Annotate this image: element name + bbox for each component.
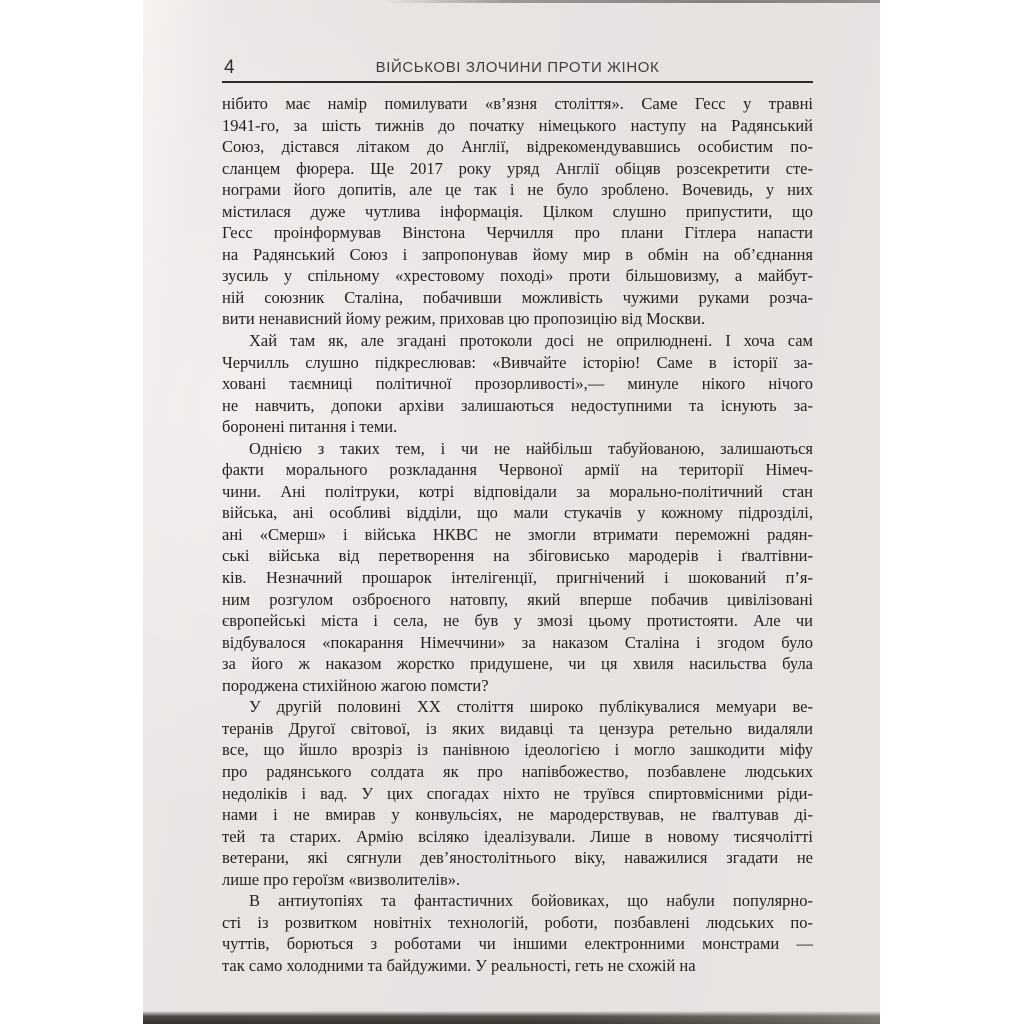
text-line: зусиль у спільному «хрестовому поході» проти більшовизму, а майбут- [222, 266, 813, 286]
text-line: У другій половині XX століття широко публікувалися мемуари ве- [249, 697, 813, 717]
paragraph [222, 94, 813, 331]
text-line: сланцем фюрера. Ще 2017 року уряд Англії обіцяв розсекретити сте- [222, 158, 813, 178]
page-number: 4 [224, 57, 235, 78]
text-line: Хай там як, але згадані протоколи досі не оприлюднені. І хоча сам [249, 331, 813, 351]
text-line: ній союзник Сталіна, побачивши можливість чужими руками розча- [222, 287, 813, 307]
paragraph [222, 891, 813, 977]
text-line: чуттів, борються з роботами чи іншими електронними монстрами — [222, 934, 813, 954]
running-header [222, 52, 813, 83]
text-line: боронені питання і теми. [222, 417, 398, 437]
text-line: вити ненависний йому режим, приховав цю пропозицію від Москви. [222, 309, 706, 329]
text-line: все, що йшло врозріз із панівною ідеологією і могло зашкодити міфу [222, 740, 813, 760]
text-line: ків. Незначний прошарок інтелігенції, пригнічений і шокований п’я- [222, 568, 813, 588]
text-line: нами і не вмирав у конвульсіях, не мародерствував, не ґвалтував ді- [222, 805, 813, 825]
text-line: Гесс проінформував Вінстона Черчилля про плани Гітлера напасти [222, 223, 813, 243]
text-line: європейські міста і села, не був у змозі цьому протистояти. Але чи [222, 611, 813, 631]
paragraph [222, 331, 813, 439]
text-line: лише про героїзм «визволителів». [222, 869, 461, 889]
text-line: ські війська від перетворення на збіговисько мародерів і ґвалтівни- [222, 546, 813, 566]
page-content [222, 0, 813, 977]
text-line: містилася дуже чутлива інформація. Цілком слушно припустити, що [222, 201, 813, 221]
text-line: нібито має намір помилувати «в’язня століття». Саме Гесс у травні [222, 94, 813, 113]
text-line: на Радянський Союз і запропонував йому мир в обмін на об’єднання [222, 244, 813, 264]
text-line: війська, ані особливі відділи, що мали стукачів у кожному підрозділі, [222, 503, 813, 523]
text-line: ним розгулом озброєного натовпу, який вперше побачив цивілізовані [222, 589, 813, 609]
text-line: про радянського солдата як про напівбожество, позбавлене людських [222, 761, 813, 781]
text-line: Союз, дістався літаком до Англії, відрекомендувавшись особистим по- [222, 137, 813, 157]
text-line: Черчилль слушно підкреслював: «Вивчайте історію! Саме в історії за- [222, 352, 813, 372]
text-line: відбувалося «покарання Німеччини» за наказом Сталіна і згодом було [222, 632, 813, 652]
text-line: сті із розвитком новітніх технологій, роботи, позбавлені людських по- [222, 912, 813, 932]
book-page-photo [143, 0, 880, 1024]
text-line: тей та старих. Армію всіляко ідеалізували. Лише в новому тисячолітті [222, 826, 813, 846]
text-line: ховані таємниці політичної прозорливості»,— минуле нікого нічого [222, 374, 813, 394]
text-line: теранів Другої світової, із яких видавці та цензура ретельно видаляли [222, 718, 813, 738]
paragraph [222, 439, 813, 698]
text-line: Однією з таких тем, і чи не найбільш табуйованою, залишаються [249, 438, 813, 458]
text-line: недоліків і вад. У цих спогадах ніхто не труївся спиртовмісними ріди- [222, 783, 813, 803]
text-line: ветерани, які сягнули дев’яностолітнього віку, наважилися згадати не [222, 848, 813, 868]
paragraph [222, 697, 813, 891]
text-line: за його ж наказом жорстко придушене, чи ця хвиля насильства була [222, 654, 813, 674]
text-line: факти морального розкладання Червоної армії на території Німеч- [222, 460, 813, 480]
photo-bottom-edge [143, 1011, 880, 1024]
text-line: В антиутопіях та фантастичних бойовиках, що набули популярно- [249, 891, 813, 911]
running-title: ВІЙСЬКОВІ ЗЛОЧИНИ ПРОТИ ЖІНОК [375, 59, 660, 76]
body-text [222, 94, 813, 977]
text-line: нограми його допитів, але це так і не було зроблено. Вочевидь, у них [222, 180, 813, 200]
text-line: так само холодними та байдужими. У реальності, геть не схожій на [222, 955, 696, 975]
text-line: чини. Ані політруки, котрі відповідали за морально-політичний стан [222, 481, 813, 501]
text-line: породжена стихійною жагою помсти? [222, 675, 489, 695]
text-line: не навчить, допоки архіви залишаються недоступними та існують за- [222, 395, 813, 415]
text-line: 1941-го, за шість тижнів до початку німецького наступу на Радянський [222, 115, 813, 135]
text-line: ані «Смерш» і війська НКВС не змогли втримати переможні радян- [222, 524, 813, 544]
